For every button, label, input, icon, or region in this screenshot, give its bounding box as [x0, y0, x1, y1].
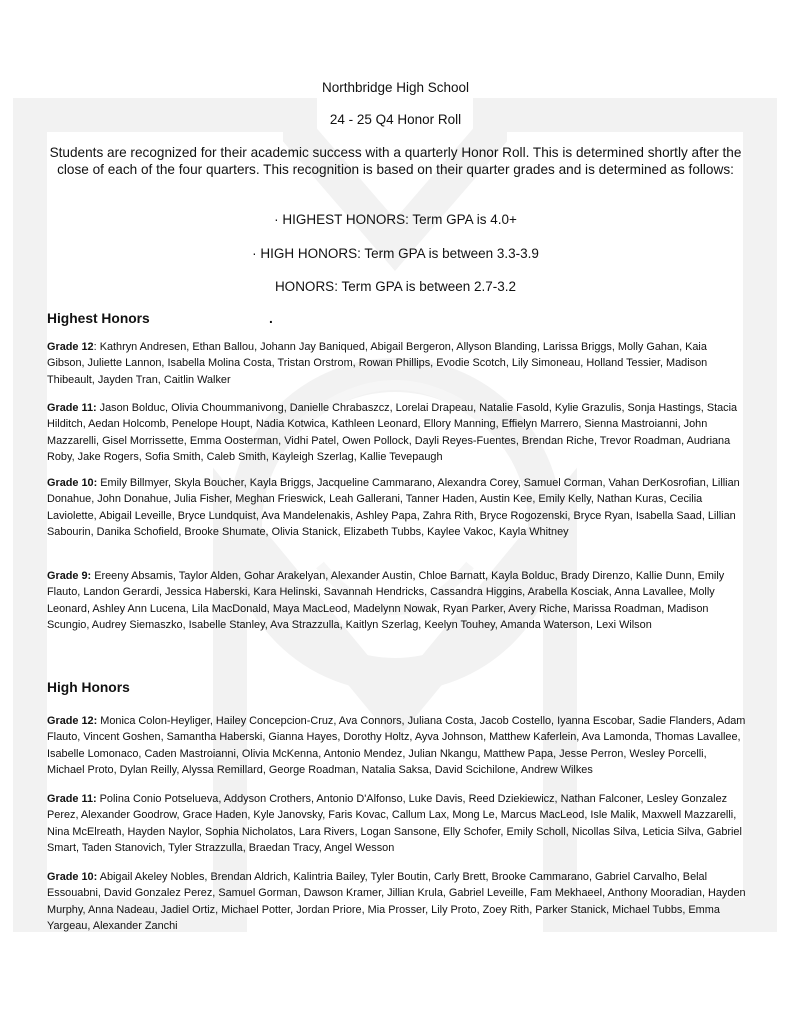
student-names: Kathryn Andresen, Ethan Ballou, Johann Jay Baniqued, Abigail Bergeron, Allyson Blanding, Larissa Briggs, Molly Gahan, Kaia Gibson, Juliette Lannon, Isabella Molina Costa, Tristan Orstrom, Rowan Phillips, Evodie Scotch, Lily Simoneau, Holland Tessier, Madison Thibeault, Jayden Tran, Caitlin Walker: [47, 341, 708, 386]
grade-label: Grade 11:: [47, 402, 97, 414]
honor-roll-title: 24 - 25 Q4 Honor Roll: [329, 112, 462, 127]
student-names: Emily Billmyer, Skyla Boucher, Kayla Briggs, Jacqueline Cammarano, Alexandra Corey, Samuel Corman, Vahan DerKosrofian, Lillian Donahue, John Donahue, Julia Fisher, Meghan Frieswick, Leah Gallerani, Tanner Haden, Austin Kee, Emily Kelly, Nathan Kuras, Cecilia Laviolette, Abigail Leveille, Bryce Lundquist, Ava Mandelenakis, Ashley Papa, Zahra Rith, Bryce Rogozenski, Bryce Ryan, Isabella Saad, Lillian Sabourin, Danika Schofield, Brooke Shumate, Olivia Stanick, Elizabeth Tubbs, Kaylee Vakoc, Kayla Whitney: [47, 477, 740, 538]
heading-dot: .: [269, 311, 273, 326]
grade-label: Grade 12: [47, 341, 94, 353]
grade-label: Grade 10:: [47, 477, 98, 489]
criteria-honors: HONORS: Term GPA is between 2.7-3.2: [274, 279, 517, 294]
high-grade-11: [47, 791, 747, 856]
high-honors-heading: High Honors: [47, 680, 130, 695]
highest-grade-9: [47, 568, 747, 633]
grade-separator: :: [93, 341, 100, 353]
grade-label: Grade 9:: [47, 570, 92, 582]
grade-label: Grade 11:: [47, 793, 97, 805]
highest-honors-heading: Highest Honors: [47, 311, 150, 326]
criteria-high-honors: · HIGH HONORS: Term GPA is between 3.3-3.9: [252, 246, 539, 261]
highest-grade-10: [47, 475, 747, 540]
intro-paragraph: Students are recognized for their academic success with a quarterly Honor Roll. This is determined shortly after the close of each of the four quarters. This recognition is based on their quarter grades and is determined as follows:: [49, 145, 742, 177]
student-names: Jason Bolduc, Olivia Choummanivong, Danielle Chrabaszcz, Lorelai Drapeau, Natalie Fasold, Kylie Grazulis, Sonja Hastings, Stacia Hilditch, Aedan Holcomb, Penelope Houpt, Nadia Kotwica, Kathleen Leonard, Ellory Manning, Effielyn Marrero, Sienna Mastroianni, John Mazzarelli, Gisel Morrissette, Emma Oosterman, Vidhi Patel, Owen Pollock, Dayli Reyes-Fuentes, Brendan Riche, Trevor Roadman, Audriana Roby, Jake Rogers, Sofia Smith, Caleb Smith, Kayleigh Szerlag, Kallie Tevepaugh: [47, 402, 738, 463]
student-names: Ereeny Absamis, Taylor Alden, Gohar Arakelyan, Alexander Austin, Chloe Barnatt, Kayla Bolduc, Brady Direnzo, Kallie Dunn, Emily Flauto, Landon Gerardi, Jessica Haberski, Kara Helinski, Savannah Hendricks, Cassandra Higgins, Arabella Kosciak, Anna Lavallee, Molly Leonard, Ashley Ann Lucena, Lila MacDonald, Maya MacLeod, Madelynn Nowak, Ryan Parker, Avery Riche, Marissa Roadman, Madison Scungio, Audrey Siemaszko, Isabelle Stanley, Ava Strazzulla, Kaitlyn Szerlag, Keelyn Touhey, Amanda Waterson, Lexi Wilson: [47, 570, 725, 631]
highest-grade-11: [47, 400, 747, 465]
highest-grade-12: [47, 339, 747, 388]
criteria-highest-honors: · HIGHEST HONORS: Term GPA is 4.0+: [274, 212, 517, 227]
student-names: Monica Colon-Heyliger, Hailey Concepcion-Cruz, Ava Connors, Juliana Costa, Jacob Costello, Iyanna Escobar, Sadie Flanders, Adam Flauto, Vincent Goshen, Samantha Haberski, Gianna Hayes, Dorothy Holtz, Ayva Johnson, Matthew Kaferlein, Ava Lamonda, Thomas Lavallee, Isabelle Lomonaco, Caden Mastroianni, Olivia McKenna, Antonio Mendez, Julian Nkangu, Matthew Papa, Jesse Perron, Wesley Porcelli, Michael Proto, Dylan Reilly, Alyssa Remillard, George Roadman, Natalia Saksa, David Scichilone, Andrew Wilkes: [47, 715, 746, 776]
student-names: Abigail Akeley Nobles, Brendan Aldrich, Kalintria Bailey, Tyler Boutin, Carly Brett, Brooke Cammarano, Gabriel Carvalho, Belal Essouabni, David Gonzalez Perez, Samuel Gorman, Dawson Kramer, Jillian Krula, Gabriel Leveille, Fam Mekhaeel, Anthony Mooradian, Hayden Murphy, Anna Nadeau, Jadiel Ortiz, Michael Potter, Jordan Priore, Mia Prosser, Lily Proto, Zoey Rith, Parker Stanick, Michael Tubbs, Emma Yargeau, Alexander Zanchi: [47, 871, 746, 932]
grade-label: Grade 12:: [47, 715, 98, 727]
high-grade-12: [47, 713, 747, 778]
grade-label: Grade 10:: [47, 871, 98, 883]
student-names: Polina Conio Potselueva, Addyson Crothers, Antonio D'Alfonso, Luke Davis, Reed Dziekiewicz, Nathan Falconer, Lesley Gonzalez Perez, Alexander Goodrow, Grace Haden, Kyle Janovsky, Faris Kovac, Callum Lax, Mong Le, Marcus MacLeod, Isle Malik, Maxwell Mazzarelli, Nina McElreath, Hayden Naylor, Sophia Nicholatos, Lara Rivers, Logan Sansone, Elly Schofer, Emily Scholl, Nicollas Silva, Leticia Silva, Gabriel Smart, Taden Stanovich, Tyler Strazzulla, Braedan Tracy, Angel Wesson: [47, 793, 742, 854]
school-name: Northbridge High School: [321, 80, 470, 95]
high-grade-10: [47, 869, 747, 934]
